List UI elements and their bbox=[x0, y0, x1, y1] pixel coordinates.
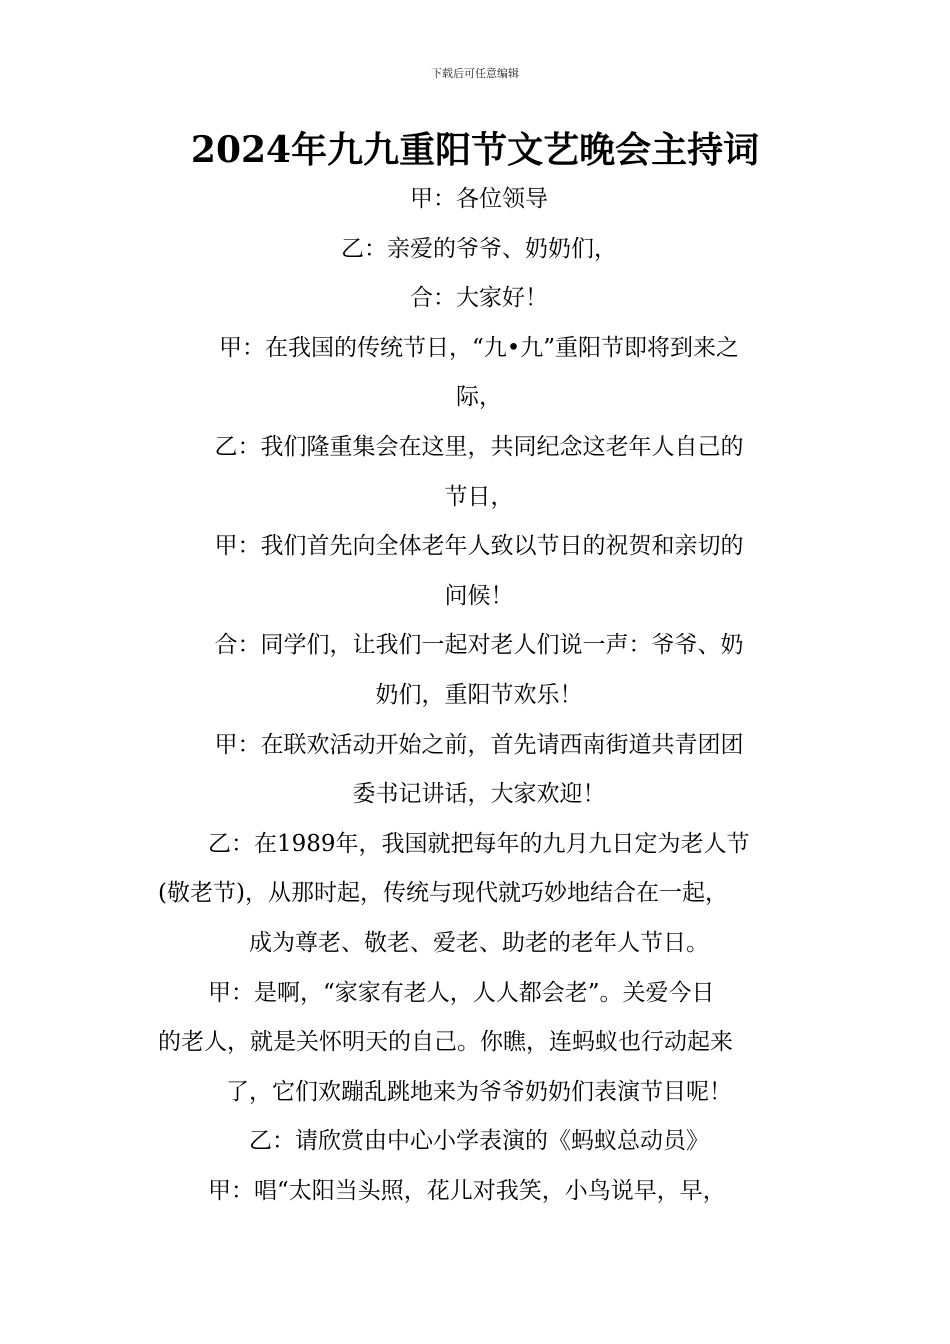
script-line: 甲：在我国的传统节日，“九•九”重阳节即将到来之 bbox=[218, 334, 740, 361]
script-line: 乙：亲爱的爷爷、奶奶们， bbox=[341, 235, 617, 262]
script-line: 合：同学们，让我们一起对老人们说一声：爷爷、奶 bbox=[214, 632, 744, 659]
script-line: 甲：我们首先向全体老年人致以节日的祝贺和亲切的 bbox=[214, 533, 744, 560]
script-line: 奶们，重阳节欢乐！ bbox=[375, 681, 583, 708]
script-line: 乙：请欣赏由中心小学表演的《蚂蚁总动员》 bbox=[249, 1128, 709, 1155]
script-line: 际， bbox=[456, 384, 502, 411]
page-title: 2024年九九重阳节文艺晚会主持词 bbox=[190, 129, 760, 171]
document-body bbox=[158, 175, 800, 1216]
header-note: 下载后可任意编辑 bbox=[431, 67, 519, 80]
script-line: 甲：在联欢活动开始之前，首先请西南街道共青团团 bbox=[214, 731, 744, 758]
script-line: 的老人，就是关怀明天的自己。你瞧，连蚂蚁也行动起来 bbox=[158, 1029, 733, 1056]
script-line: 合：大家好！ bbox=[410, 285, 548, 312]
script-line: 甲：是啊，“家家有老人，人人都会老”。关爱今日 bbox=[208, 979, 715, 1006]
script-line: 了，它们欢蹦乱跳地来为爷爷奶奶们表演节目呢！ bbox=[226, 1078, 732, 1105]
script-line: 成为尊老、敬老、爱老、助老的老年人节日。 bbox=[249, 929, 709, 956]
script-line: 甲：唱“太阳当头照，花儿对我笑，小鸟说早，早， bbox=[208, 1177, 726, 1204]
script-line: (敬老节)，从那时起，传统与现代就巧妙地结合在一起， bbox=[158, 880, 728, 907]
script-line: 节日， bbox=[444, 483, 514, 510]
script-line: 乙：在1989年，我国就把每年的九月九日定为老人节 bbox=[208, 830, 750, 857]
script-line: 甲：各位领导 bbox=[410, 186, 548, 212]
script-line: 问候！ bbox=[444, 582, 514, 609]
script-line: 乙：我们隆重集会在这里，共同纪念这老年人自己的 bbox=[214, 433, 744, 460]
script-line: 委书记讲话，大家欢迎！ bbox=[352, 781, 606, 808]
